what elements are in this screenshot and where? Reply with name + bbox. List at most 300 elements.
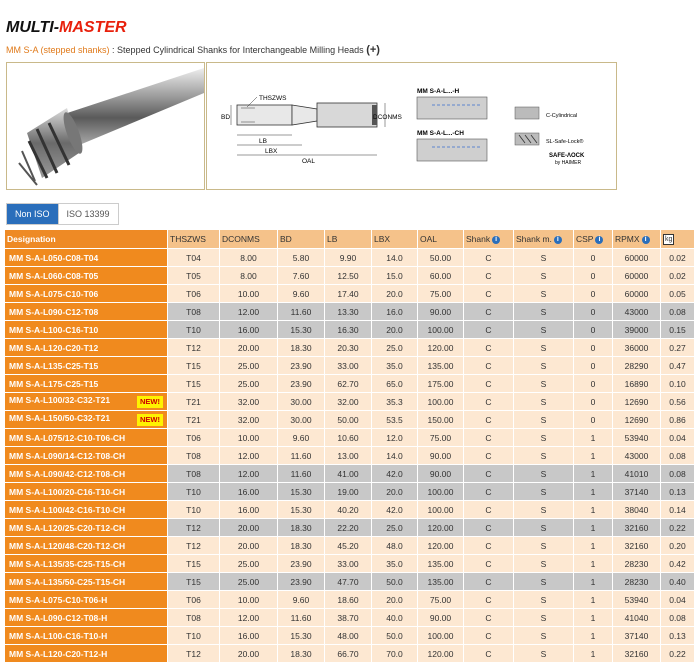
table-cell: 8.00 — [220, 249, 278, 267]
table-cell: 17.40 — [325, 285, 372, 303]
table-cell: 16.00 — [220, 627, 278, 645]
table-cell: 60000 — [613, 285, 661, 303]
variant-ch-label: MM S-A-L...-CH — [417, 130, 464, 137]
table-cell: C — [464, 627, 514, 645]
table-cell: 0.42 — [661, 555, 695, 573]
table-cell: 15.30 — [278, 321, 325, 339]
table-cell: 100.00 — [418, 501, 464, 519]
table-row[interactable] — [5, 285, 695, 303]
table-cell: 175.00 — [418, 375, 464, 393]
table-cell: 0.08 — [661, 465, 695, 483]
table-cell: 62.70 — [325, 375, 372, 393]
col-designation: Designation — [5, 230, 168, 249]
table-cell: C — [464, 357, 514, 375]
designation-cell[interactable]: MM S-A-L075/12-C10-T06-CH — [5, 429, 168, 447]
table-cell: 60000 — [613, 249, 661, 267]
table-cell: 0.05 — [661, 285, 695, 303]
label-lb: LB — [259, 138, 267, 145]
table-cell: C — [464, 339, 514, 357]
table-cell: 15.30 — [278, 501, 325, 519]
table-cell: 14.0 — [372, 249, 418, 267]
table-cell: 50.00 — [325, 411, 372, 429]
table-cell: S — [514, 501, 574, 519]
table-cell: T15 — [168, 357, 220, 375]
table-cell: 65.0 — [372, 375, 418, 393]
table-cell: C — [464, 249, 514, 267]
table-cell: S — [514, 609, 574, 627]
table-cell: 15.30 — [278, 627, 325, 645]
table-cell: 0 — [574, 411, 613, 429]
table-cell: 19.00 — [325, 483, 372, 501]
table-cell: C — [464, 609, 514, 627]
table-cell: 16.00 — [220, 483, 278, 501]
table-cell: 38.70 — [325, 609, 372, 627]
table-cell: 0.22 — [661, 645, 695, 663]
tab-iso-13399[interactable]: ISO 13399 — [58, 204, 118, 224]
table-cell: 32160 — [613, 645, 661, 663]
table-cell: 90.00 — [418, 609, 464, 627]
table-cell: 11.60 — [278, 303, 325, 321]
table-cell: 12.00 — [220, 609, 278, 627]
table-cell: 18.30 — [278, 645, 325, 663]
table-cell: 16890 — [613, 375, 661, 393]
designation-cell[interactable]: MM S-A-L135/35-C25-T15-CH — [5, 555, 168, 573]
table-cell: S — [514, 375, 574, 393]
table-cell: 1 — [574, 429, 613, 447]
table-cell: 0.14 — [661, 501, 695, 519]
table-cell: 90.00 — [418, 465, 464, 483]
designation-cell[interactable]: MM S-A-L100/20-C16-T10-CH — [5, 483, 168, 501]
table-cell: 0 — [574, 267, 613, 285]
table-cell: T21 — [168, 411, 220, 429]
table-cell: T08 — [168, 465, 220, 483]
table-cell: S — [514, 465, 574, 483]
safe-lock-logo: SAFE-ΛOCK — [549, 153, 585, 159]
table-cell: 1 — [574, 627, 613, 645]
table-cell: 1 — [574, 645, 613, 663]
table-cell: S — [514, 267, 574, 285]
table-cell: 23.90 — [278, 375, 325, 393]
table-row[interactable] — [5, 555, 695, 573]
table-cell: C — [464, 501, 514, 519]
table-cell: 25.00 — [220, 375, 278, 393]
designation-cell[interactable]: MM S-A-L175-C25-T15 — [5, 375, 168, 393]
col-csp: CSP i — [574, 230, 613, 249]
col-lb: LB — [325, 230, 372, 249]
table-cell: T15 — [168, 555, 220, 573]
table-cell: 20.0 — [372, 285, 418, 303]
info-icon[interactable]: i — [595, 236, 603, 244]
table-row[interactable] — [5, 249, 695, 267]
table-cell: 18.30 — [278, 519, 325, 537]
table-cell: 15.0 — [372, 267, 418, 285]
table-cell: 120.00 — [418, 537, 464, 555]
col-lbx: LBX — [372, 230, 418, 249]
table-cell: 23.90 — [278, 357, 325, 375]
table-cell: T12 — [168, 339, 220, 357]
designation-cell[interactable]: MM S-A-L090/42-C12-T08-CH — [5, 465, 168, 483]
table-cell: 70.0 — [372, 645, 418, 663]
table-cell: 0.86 — [661, 411, 695, 429]
table-cell: 75.00 — [418, 591, 464, 609]
table-cell: T08 — [168, 303, 220, 321]
table-cell: 25.00 — [220, 357, 278, 375]
table-cell: 0.04 — [661, 429, 695, 447]
table-cell: T12 — [168, 537, 220, 555]
table-cell: 25.00 — [220, 555, 278, 573]
table-cell: 75.00 — [418, 429, 464, 447]
spec-table — [4, 229, 695, 663]
table-cell: 100.00 — [418, 321, 464, 339]
info-icon[interactable]: i — [492, 236, 500, 244]
table-cell: S — [514, 645, 574, 663]
table-cell: 20.00 — [220, 645, 278, 663]
table-cell: 9.60 — [278, 429, 325, 447]
table-cell: 23.90 — [278, 555, 325, 573]
table-cell: 18.30 — [278, 339, 325, 357]
table-cell: 1 — [574, 609, 613, 627]
table-row[interactable] — [5, 627, 695, 645]
table-cell: 1 — [574, 519, 613, 537]
table-cell: 22.20 — [325, 519, 372, 537]
table-row[interactable] — [5, 501, 695, 519]
table-cell: 13.30 — [325, 303, 372, 321]
table-cell: S — [514, 591, 574, 609]
designation-cell[interactable]: MM S-A-L090/14-C12-T08-CH — [5, 447, 168, 465]
table-cell: 150.00 — [418, 411, 464, 429]
designation-cell[interactable]: MM S-A-L135/50-C25-T15-CH — [5, 573, 168, 591]
table-cell: 40.20 — [325, 501, 372, 519]
table-row[interactable] — [5, 447, 695, 465]
table-cell: 100.00 — [418, 393, 464, 411]
table-cell: 135.00 — [418, 357, 464, 375]
table-cell: 23.90 — [278, 573, 325, 591]
table-cell: C — [464, 645, 514, 663]
label-lbx: LBX — [265, 148, 278, 155]
table-cell: 43000 — [613, 303, 661, 321]
designation-cell[interactable]: MM S-A-L075-C10-T06 — [5, 285, 168, 303]
table-cell: 32.00 — [220, 411, 278, 429]
dimension-drawing — [207, 63, 616, 189]
table-cell: 53940 — [613, 591, 661, 609]
table-cell: 0.22 — [661, 519, 695, 537]
table-cell: 90.00 — [418, 303, 464, 321]
table-cell: 11.60 — [278, 447, 325, 465]
table-cell: T10 — [168, 627, 220, 645]
table-cell: 35.0 — [372, 357, 418, 375]
table-cell: 33.00 — [325, 357, 372, 375]
table-cell: T10 — [168, 321, 220, 339]
table-cell: S — [514, 519, 574, 537]
table-cell: S — [514, 357, 574, 375]
table-cell: 41040 — [613, 609, 661, 627]
product-code: MM S-A (stepped shanks) — [6, 45, 110, 55]
table-cell: 0.10 — [661, 375, 695, 393]
table-cell: C — [464, 267, 514, 285]
table-cell: 28230 — [613, 573, 661, 591]
table-cell: 0 — [574, 393, 613, 411]
designation-cell[interactable]: MM S-A-L100-C16-T10-H — [5, 627, 168, 645]
table-cell: S — [514, 573, 574, 591]
table-cell: 0.47 — [661, 357, 695, 375]
table-cell: 50.0 — [372, 573, 418, 591]
table-cell: 33.00 — [325, 555, 372, 573]
haimer-logo: by HAIMER — [555, 160, 582, 166]
table-cell: 100.00 — [418, 483, 464, 501]
product-photo — [6, 62, 205, 190]
table-cell: 12690 — [613, 411, 661, 429]
table-body — [5, 249, 695, 663]
designation-cell[interactable]: MM S-A-L060-C08-T05 — [5, 267, 168, 285]
designation-cell[interactable]: MM S-A-L120/25-C20-T12-CH — [5, 519, 168, 537]
table-row[interactable] — [5, 537, 695, 555]
table-cell: 20.00 — [220, 519, 278, 537]
table-cell: 30.00 — [278, 393, 325, 411]
table-cell: S — [514, 339, 574, 357]
table-row[interactable] — [5, 375, 695, 393]
end-mill-image — [7, 63, 204, 189]
table-cell: 16.00 — [220, 501, 278, 519]
table-cell: S — [514, 555, 574, 573]
table-row[interactable] — [5, 411, 695, 429]
table-cell: 9.90 — [325, 249, 372, 267]
table-cell: C — [464, 591, 514, 609]
table-cell: 28290 — [613, 357, 661, 375]
table-row[interactable] — [5, 573, 695, 591]
table-cell: 37140 — [613, 627, 661, 645]
table-cell: 15.30 — [278, 483, 325, 501]
designation-cell[interactable]: MM S-A-L050-C08-T04 — [5, 249, 168, 267]
table-cell: 0.40 — [661, 573, 695, 591]
table-cell: 60.00 — [418, 267, 464, 285]
table-cell: S — [514, 411, 574, 429]
table-cell: S — [514, 537, 574, 555]
table-cell: 14.0 — [372, 447, 418, 465]
designation-cell[interactable]: MM S-A-L120/48-C20-T12-CH — [5, 537, 168, 555]
label-oal: OAL — [302, 158, 316, 165]
table-cell: T10 — [168, 483, 220, 501]
col-oal: OAL — [418, 230, 464, 249]
table-cell: 11.60 — [278, 465, 325, 483]
page-subtitle — [6, 44, 380, 56]
table-row[interactable] — [5, 591, 695, 609]
legend-cylindrical: C-Cylindrical — [546, 113, 578, 119]
table-cell: 32160 — [613, 537, 661, 555]
table-row[interactable] — [5, 339, 695, 357]
table-cell: 10.00 — [220, 591, 278, 609]
tab-non-iso[interactable]: Non ISO — [7, 204, 58, 224]
table-cell: 50.00 — [418, 249, 464, 267]
table-row[interactable] — [5, 393, 695, 411]
table-cell: 25.00 — [220, 573, 278, 591]
table-cell: 0.08 — [661, 447, 695, 465]
table-cell: 20.00 — [220, 339, 278, 357]
table-cell: 42.0 — [372, 465, 418, 483]
table-cell: 0 — [574, 303, 613, 321]
table-cell: 38040 — [613, 501, 661, 519]
table-cell: S — [514, 447, 574, 465]
table-cell: 36000 — [613, 339, 661, 357]
table-cell: T08 — [168, 447, 220, 465]
table-cell: 9.60 — [278, 591, 325, 609]
table-cell: 0 — [574, 249, 613, 267]
designation-cell[interactable]: MM S-A-L075-C10-T06-H — [5, 591, 168, 609]
col-shank-m: Shank m. i — [514, 230, 574, 249]
table-cell: C — [464, 303, 514, 321]
table-cell: T12 — [168, 645, 220, 663]
table-cell: T04 — [168, 249, 220, 267]
table-cell: C — [464, 519, 514, 537]
table-cell: 0.08 — [661, 303, 695, 321]
table-row[interactable] — [5, 483, 695, 501]
table-row[interactable] — [5, 519, 695, 537]
table-cell: 0.08 — [661, 609, 695, 627]
technical-drawing — [206, 62, 617, 190]
table-cell: 39000 — [613, 321, 661, 339]
table-cell: 12690 — [613, 393, 661, 411]
brand-logo: MULTI-MASTER — [6, 19, 127, 36]
table-cell: 9.60 — [278, 285, 325, 303]
table-cell: S — [514, 429, 574, 447]
table-cell: 1 — [574, 483, 613, 501]
table-cell: 0.04 — [661, 591, 695, 609]
table-row[interactable] — [5, 645, 695, 663]
table-cell: 12.00 — [220, 447, 278, 465]
table-cell: C — [464, 555, 514, 573]
table-cell: S — [514, 303, 574, 321]
table-cell: 0.27 — [661, 339, 695, 357]
table-cell: 35.3 — [372, 393, 418, 411]
table-cell: 20.0 — [372, 483, 418, 501]
col-weight — [661, 230, 695, 249]
table-cell: 0.02 — [661, 267, 695, 285]
legend-safe-lock: SL-Safe-Lock® — [546, 139, 584, 145]
table-cell: 135.00 — [418, 555, 464, 573]
table-cell: 53940 — [613, 429, 661, 447]
table-row[interactable] — [5, 321, 695, 339]
designation-cell[interactable]: MM S-A-L120-C20-T12-H — [5, 645, 168, 663]
table-cell: 20.0 — [372, 591, 418, 609]
table-cell: C — [464, 393, 514, 411]
table-cell: 12.00 — [220, 465, 278, 483]
designation-cell[interactable]: MM S-A-L090-C12-T08-H — [5, 609, 168, 627]
table-cell: T06 — [168, 285, 220, 303]
table-cell: 1 — [574, 555, 613, 573]
table-cell: T08 — [168, 609, 220, 627]
table-cell: 35.0 — [372, 555, 418, 573]
designation-cell[interactable]: MM S-A-L100/42-C16-T10-CH — [5, 501, 168, 519]
table-header-row — [5, 230, 695, 249]
table-cell: 0 — [574, 339, 613, 357]
table-cell: 37140 — [613, 483, 661, 501]
table-cell: 47.70 — [325, 573, 372, 591]
table-cell: 75.00 — [418, 285, 464, 303]
designation-cell[interactable]: MM S-A-L090-C12-T08 — [5, 303, 168, 321]
table-cell: 12.00 — [220, 303, 278, 321]
subtitle-text: : Stepped Cylindrical Shanks for Interchangeable Milling Heads — [109, 45, 367, 55]
designation-cell[interactable]: MM S-A-L150/50-C32-T21 NEW! — [5, 411, 168, 429]
table-cell: 90.00 — [418, 447, 464, 465]
table-cell: C — [464, 285, 514, 303]
designation-cell[interactable]: MM S-A-L120-C20-T12 — [5, 339, 168, 357]
table-cell: 16.30 — [325, 321, 372, 339]
table-cell: C — [464, 411, 514, 429]
table-cell: 32.00 — [325, 393, 372, 411]
col-bd: BD — [278, 230, 325, 249]
table-cell: 32.00 — [220, 393, 278, 411]
table-cell: 1 — [574, 573, 613, 591]
table-cell: 0.56 — [661, 393, 695, 411]
table-cell: 0.15 — [661, 321, 695, 339]
table-cell: 16.0 — [372, 303, 418, 321]
table-row[interactable] — [5, 465, 695, 483]
table-row[interactable] — [5, 303, 695, 321]
table-cell: 11.60 — [278, 609, 325, 627]
table-cell: 10.60 — [325, 429, 372, 447]
info-icon[interactable]: i — [642, 236, 650, 244]
expand-toggle[interactable]: (+) — [366, 44, 380, 56]
table-cell: 66.70 — [325, 645, 372, 663]
table-row[interactable] — [5, 267, 695, 285]
table-cell: C — [464, 447, 514, 465]
table-cell: T21 — [168, 393, 220, 411]
table-cell: S — [514, 321, 574, 339]
table-cell: S — [514, 285, 574, 303]
table-cell: C — [464, 537, 514, 555]
table-cell: 13.00 — [325, 447, 372, 465]
table-cell: 25.0 — [372, 519, 418, 537]
table-cell: 1 — [574, 465, 613, 483]
col-rpmx: RPMX i — [613, 230, 661, 249]
table-cell: S — [514, 483, 574, 501]
table-cell: 43000 — [613, 447, 661, 465]
table-row[interactable] — [5, 609, 695, 627]
table-cell: 120.00 — [418, 339, 464, 357]
table-cell: 0.02 — [661, 249, 695, 267]
table-cell: 7.60 — [278, 267, 325, 285]
table-cell: 16.00 — [220, 321, 278, 339]
designation-cell[interactable]: MM S-A-L100-C16-T10 — [5, 321, 168, 339]
table-cell: 0 — [574, 375, 613, 393]
table-cell: 20.30 — [325, 339, 372, 357]
label-thszws: THSZWS — [259, 95, 287, 102]
table-cell: 45.20 — [325, 537, 372, 555]
table-cell: C — [464, 573, 514, 591]
table-cell: T05 — [168, 267, 220, 285]
col-dconms: DCONMS — [220, 230, 278, 249]
designation-cell[interactable]: MM S-A-L100/32-C32-T21 NEW! — [5, 393, 168, 411]
table-row[interactable] — [5, 357, 695, 375]
table-cell: 32160 — [613, 519, 661, 537]
table-cell: 135.00 — [418, 573, 464, 591]
table-cell: 18.60 — [325, 591, 372, 609]
table-cell: 30.00 — [278, 411, 325, 429]
table-row[interactable] — [5, 429, 695, 447]
table-cell: 1 — [574, 591, 613, 609]
table-cell: 12.50 — [325, 267, 372, 285]
table-cell: C — [464, 321, 514, 339]
table-cell: 20.0 — [372, 321, 418, 339]
table-cell: 0.20 — [661, 537, 695, 555]
variant-h-label: MM S-A-L...-H — [417, 88, 460, 95]
designation-cell[interactable]: MM S-A-L135-C25-T15 — [5, 357, 168, 375]
standard-tabs — [6, 203, 119, 225]
table-cell: C — [464, 465, 514, 483]
table-cell: 60000 — [613, 267, 661, 285]
info-icon[interactable]: i — [554, 236, 562, 244]
table-cell: 25.0 — [372, 339, 418, 357]
table-cell: 53.5 — [372, 411, 418, 429]
